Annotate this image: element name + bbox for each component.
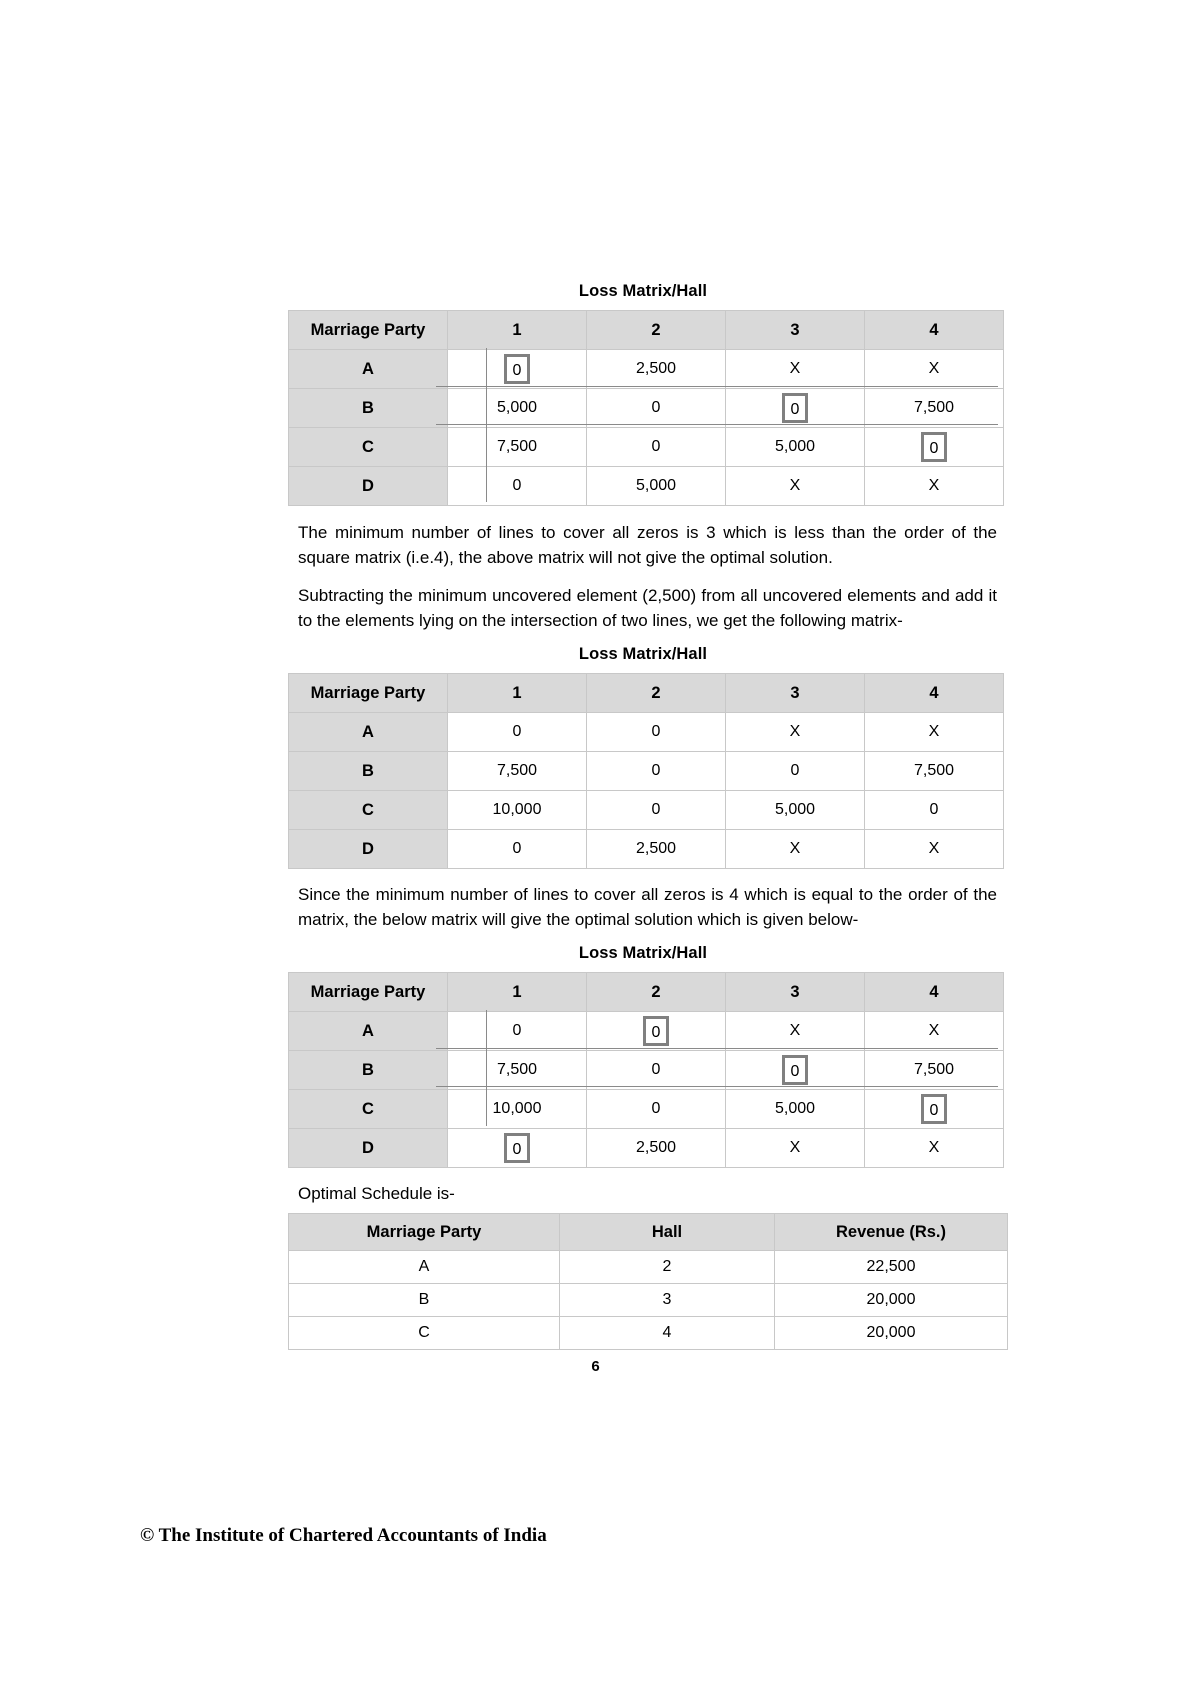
matrix2-row-label-c: C: [289, 791, 448, 830]
matrix2-cell-a3: X: [726, 713, 865, 752]
matrix1-cell-c4: [865, 428, 1004, 467]
matrix3-cell-c1: 10,000: [448, 1090, 587, 1129]
matrix2-cell-b2: 0: [587, 752, 726, 791]
matrix3-wrapper: [288, 972, 998, 1168]
matrix1-cell-c1: 7,500: [448, 428, 587, 467]
table-row: [289, 713, 1004, 752]
zero-marker: 0: [782, 1055, 808, 1085]
matrix2-header-party: Marriage Party: [289, 674, 448, 713]
matrix1-cell-c3: 5,000: [726, 428, 865, 467]
zero-marker: 0: [921, 432, 947, 462]
matrix3-cell-a3: X: [726, 1012, 865, 1051]
matrix3-cell-c4: [865, 1090, 1004, 1129]
matrix1-header-1: 1: [448, 311, 587, 350]
matrix3-cell-a2: [587, 1012, 726, 1051]
matrix1-cell-d3: X: [726, 467, 865, 506]
matrix2-cell-c2: 0: [587, 791, 726, 830]
matrix2-cell-c1: 10,000: [448, 791, 587, 830]
matrix1-header-4: 4: [865, 311, 1004, 350]
spacer: [288, 932, 998, 944]
matrix3-cell-b1: 7,500: [448, 1051, 587, 1090]
matrix2-cell-b1: 7,500: [448, 752, 587, 791]
matrix1-cell-a4: X: [865, 350, 1004, 389]
table-header-row: [289, 1214, 1008, 1251]
matrix2-cell-c4: 0: [865, 791, 1004, 830]
matrix1-cell-d4: X: [865, 467, 1004, 506]
page-number: 6: [591, 1358, 600, 1375]
schedule-cell-hall: 2: [560, 1251, 775, 1284]
table-row: [289, 791, 1004, 830]
matrix1-cell-b1: 5,000: [448, 389, 587, 428]
matrix2-header-2: 2: [587, 674, 726, 713]
schedule-cell-hall: 3: [560, 1284, 775, 1317]
matrix1-cell-a1: [448, 350, 587, 389]
matrix1-row-label-d: D: [289, 467, 448, 506]
table-row: [289, 752, 1004, 791]
matrix1-row-label-a: A: [289, 350, 448, 389]
matrix3-row-label-c: C: [289, 1090, 448, 1129]
matrix1-header-3: 3: [726, 311, 865, 350]
matrix3-cell-c2: 0: [587, 1090, 726, 1129]
matrix3-cell-c3: 5,000: [726, 1090, 865, 1129]
matrix2-cell-b4: 7,500: [865, 752, 1004, 791]
zero-marker: 0: [504, 1133, 530, 1163]
matrix1-header-party: Marriage Party: [289, 311, 448, 350]
matrix1-row-label-c: C: [289, 428, 448, 467]
matrix2-cell-a4: X: [865, 713, 1004, 752]
table-row: [289, 1251, 1008, 1284]
matrix2-row-label-a: A: [289, 713, 448, 752]
matrix2-cell-a1: 0: [448, 713, 587, 752]
table-row: [289, 1284, 1008, 1317]
matrix3-cell-d3: X: [726, 1129, 865, 1168]
matrix2-cell-b3: 0: [726, 752, 865, 791]
schedule-cell-revenue: 20,000: [775, 1317, 1008, 1350]
matrix1-header-2: 2: [587, 311, 726, 350]
paragraph-minimum-lines-4: Since the minimum number of lines to cover all zeros is 4 which is equal to the order of the matrix, the below matrix will give the optimal solution which is given below-: [298, 885, 997, 929]
schedule-cell-hall: 4: [560, 1317, 775, 1350]
schedule-header-revenue: Revenue (Rs.): [775, 1214, 1008, 1251]
matrix1-cell-d1: 0: [448, 467, 587, 506]
matrix2-row-label-b: B: [289, 752, 448, 791]
matrix2-cell-d1: 0: [448, 830, 587, 869]
matrix1-wrapper: [288, 310, 998, 506]
table-row: [289, 1129, 1004, 1168]
matrix2-header-1: 1: [448, 674, 587, 713]
schedule-cell-party: A: [289, 1251, 560, 1284]
page-content: [288, 282, 998, 1350]
matrix3-cell-d2: 2,500: [587, 1129, 726, 1168]
matrix1-cell-a2: 2,500: [587, 350, 726, 389]
matrix1-row-label-b: B: [289, 389, 448, 428]
matrix3-cell-b4: 7,500: [865, 1051, 1004, 1090]
matrix1-cell-b2: 0: [587, 389, 726, 428]
matrix3-title: Loss Matrix/Hall: [578, 944, 708, 962]
matrix2-wrapper: [288, 673, 998, 869]
paragraph-subtracting: Subtracting the minimum uncovered element (2,500) from all uncovered elements and add it to the elements lying on the intersection of two lines, we get the following matrix-: [298, 586, 997, 630]
matrix2-row-label-d: D: [289, 830, 448, 869]
matrix3-row-label-b: B: [289, 1051, 448, 1090]
schedule-cell-revenue: 20,000: [775, 1284, 1008, 1317]
schedule-cell-party: C: [289, 1317, 560, 1350]
matrix3-row-label-d: D: [289, 1129, 448, 1168]
optimal-schedule-caption: Optimal Schedule is-: [298, 1184, 455, 1203]
optimal-schedule-table: [288, 1213, 1008, 1350]
table-row: [289, 1317, 1008, 1350]
matrix2-cell-a2: 0: [587, 713, 726, 752]
matrix3-cell-b2: 0: [587, 1051, 726, 1090]
matrix3-header-2: 2: [587, 973, 726, 1012]
schedule-header-hall: Hall: [560, 1214, 775, 1251]
matrix3-cell-b3: [726, 1051, 865, 1090]
matrix3-table: [288, 972, 1004, 1168]
footer-copyright: © The Institute of Chartered Accountants of India: [140, 1525, 547, 1546]
matrix2-cell-d3: X: [726, 830, 865, 869]
matrix2-header-3: 3: [726, 674, 865, 713]
matrix3-cell-a4: X: [865, 1012, 1004, 1051]
table-header-row: [289, 674, 1004, 713]
matrix3-header-4: 4: [865, 973, 1004, 1012]
zero-marker: 0: [504, 354, 530, 384]
matrix2-header-4: 4: [865, 674, 1004, 713]
matrix3-header-party: Marriage Party: [289, 973, 448, 1012]
zero-marker: 0: [643, 1016, 669, 1046]
matrix3-cell-d4: X: [865, 1129, 1004, 1168]
matrix3-header-1: 1: [448, 973, 587, 1012]
matrix2-cell-d4: X: [865, 830, 1004, 869]
table-row: [289, 1051, 1004, 1090]
table-row: [289, 830, 1004, 869]
matrix1-cell-d2: 5,000: [587, 467, 726, 506]
table-header-row: [289, 311, 1004, 350]
matrix1-cell-b4: 7,500: [865, 389, 1004, 428]
matrix3-header-3: 3: [726, 973, 865, 1012]
schedule-cell-party: B: [289, 1284, 560, 1317]
table-row: [289, 350, 1004, 389]
matrix2-title: Loss Matrix/Hall: [578, 645, 708, 663]
matrix1-cell-c2: 0: [587, 428, 726, 467]
table-header-row: [289, 973, 1004, 1012]
matrix2-table: [288, 673, 1004, 869]
matrix1-cell-a3: X: [726, 350, 865, 389]
spacer: [288, 633, 998, 645]
matrix3-row-label-a: A: [289, 1012, 448, 1051]
zero-marker: 0: [782, 393, 808, 423]
matrix1-cell-b3: [726, 389, 865, 428]
table-row: [289, 428, 1004, 467]
table-row: [289, 1012, 1004, 1051]
matrix2-cell-c3: 5,000: [726, 791, 865, 830]
matrix3-cell-d1: [448, 1129, 587, 1168]
matrix3-cell-a1: 0: [448, 1012, 587, 1051]
schedule-cell-revenue: 22,500: [775, 1251, 1008, 1284]
matrix1-title: Loss Matrix/Hall: [578, 282, 708, 300]
matrix1-table: [288, 310, 1004, 506]
table-row: [289, 1090, 1004, 1129]
zero-marker: 0: [921, 1094, 947, 1124]
paragraph-minimum-lines-3: The minimum number of lines to cover all zeros is 3 which is less than the order of the square matrix (i.e.4), the above matrix will not give the optimal solution.: [298, 523, 997, 567]
matrix2-cell-d2: 2,500: [587, 830, 726, 869]
table-row: [289, 467, 1004, 506]
table-row: [289, 389, 1004, 428]
schedule-header-party: Marriage Party: [289, 1214, 560, 1251]
